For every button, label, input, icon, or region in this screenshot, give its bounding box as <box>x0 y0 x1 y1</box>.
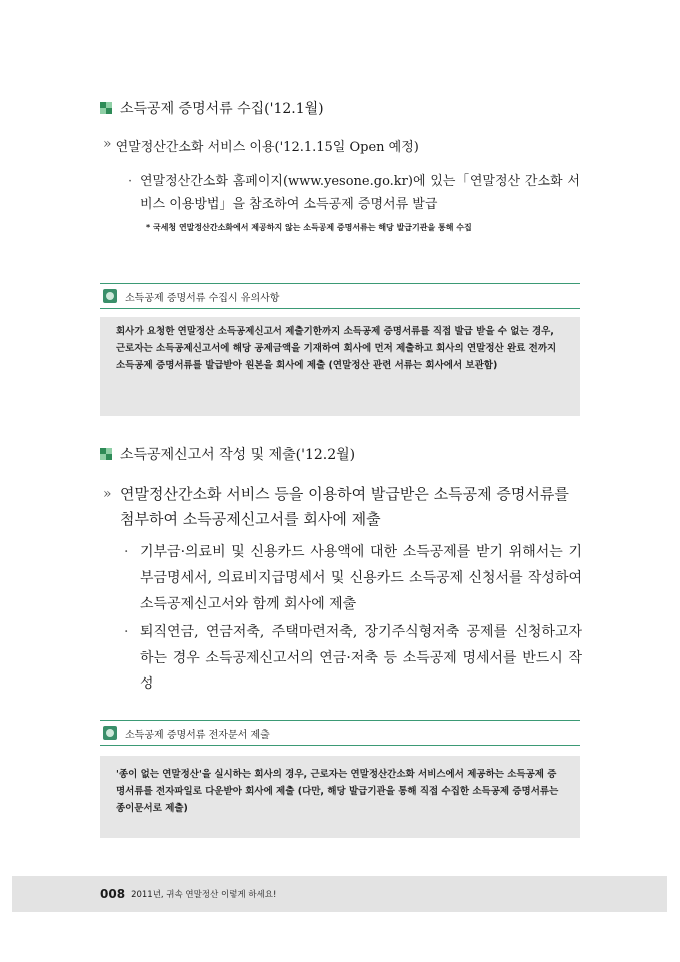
green-square-icon <box>100 448 112 460</box>
section2-heading-text: 소득공제신고서 작성 및 제출('12.2월) <box>120 447 356 463</box>
section1-bullet <box>128 170 580 216</box>
bullet-dot-icon: · <box>124 624 129 640</box>
box2-title <box>100 720 580 746</box>
box2-body: '종이 없는 연말정산'을 실시하는 회사의 경우, 근로자는 연말정산간소화 서비스에서 제공하는 소득공제 증명서류를 전자파일로 다운받아 회사에 제출 (다만, 해당 발급기관을 통해 직접 수집한 소득공제 증명서류는 종이문서로 제출) <box>100 756 580 838</box>
box2-title-text: 소득공제 증명서류 전자문서 제출 <box>125 729 270 741</box>
section2-bullet1-text: 기부금·의료비 및 신용카드 사용액에 대한 소득공제를 받기 위해서는 기부금명세서, 의료비지급명세서 및 신용카드 소득공제 신청서를 작성하여 소득공제신고서와 함께 회사에 제출 <box>140 544 582 612</box>
footer <box>12 876 667 912</box>
box1-title-text: 소득공제 증명서류 수집시 유의사항 <box>125 292 280 304</box>
section1-sub-text: 연말정산간소화 서비스 이용('12.1.15일 Open 예정) <box>115 140 419 155</box>
footer-text: 2011년, 귀속 연말정산 이렇게 하세요! <box>131 890 277 900</box>
section1-heading-text: 소득공제 증명서류 수집('12.1월) <box>120 101 324 117</box>
section2-bullet2 <box>124 619 582 697</box>
section1-sub <box>103 136 419 155</box>
section2-bullet2-text: 퇴직연금, 연금저축, 주택마련저축, 장기주식형저축 공제를 신청하고자 하는 경우 소득공제신고서의 연금·저축 등 소득공제 명세서를 반드시 작성 <box>140 624 582 692</box>
box1-title <box>100 283 580 309</box>
bullet-dot-icon: · <box>124 544 129 560</box>
box1-body: 회사가 요청한 연말정산 소득공제신고서 제출기한까지 소득공제 증명서류를 직접 발급 받을 수 없는 경우, 근로자는 소득공제신고서에 해당 공제금액을 기재하여 회사에 먼저 제출하고 회사의 연말정산 완료 전까지 소득공제 증명서류를 발급받아 원본을 회사에 제출 (연말정산 관련 서류는 회사에서 보관함) <box>100 317 580 416</box>
green-square-icon <box>100 102 112 114</box>
bullet-dot-icon: · <box>128 174 133 189</box>
section1-note: * 국세청 연말정산간소화에서 제공하지 않는 소득공제 증명서류는 해당 발급기관을 통해 수집 <box>146 223 472 232</box>
section2-sub <box>103 482 583 532</box>
section2-bullet1 <box>124 539 582 617</box>
info-icon <box>103 289 117 303</box>
section2-sub-text: 연말정산간소화 서비스 등을 이용하여 발급받은 소득공제 증명서류를 첨부하여 소득공제신고서를 회사에 제출 <box>120 485 569 528</box>
section1-bullet-text: 연말정산간소화 홈페이지(www.yesone.go.kr)에 있는「연말정산 간소화 서비스 이용방법」을 참조하여 소득공제 증명서류 발급 <box>140 174 580 212</box>
section1-heading <box>100 98 324 118</box>
info-icon <box>103 726 117 740</box>
page-number: 008 <box>100 887 126 901</box>
double-chevron-icon: » <box>103 136 112 152</box>
section2-heading <box>100 444 355 464</box>
double-chevron-icon: » <box>103 486 112 502</box>
